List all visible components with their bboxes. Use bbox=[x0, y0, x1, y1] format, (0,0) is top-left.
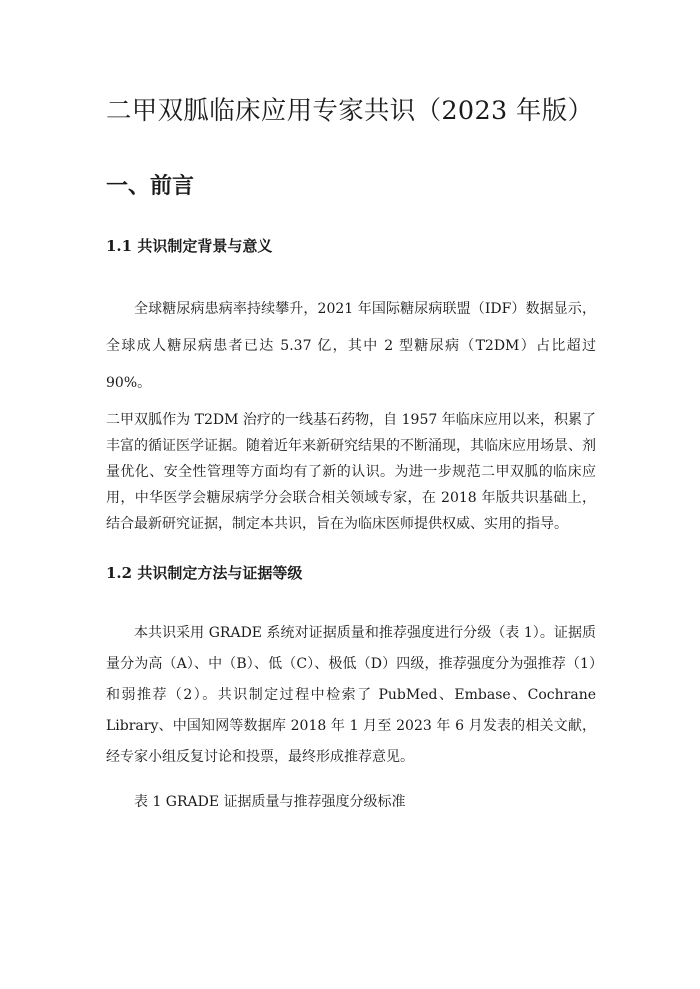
subsection-heading-background: 1.1 共识制定背景与意义 bbox=[106, 237, 273, 255]
subsection-heading-methods: 1.2 共识制定方法与证据等级 bbox=[106, 564, 303, 582]
paragraph-background-1: 全球糖尿病患病率持续攀升，2021 年国际糖尿病联盟（IDF）数据显示，全球成人糖尿病患者已达 5.37 亿，其中 2 型糖尿病（T2DM）占比超过 90%。 bbox=[106, 301, 596, 391]
section-heading-preface: 一、前言 bbox=[106, 173, 195, 199]
document-title: 二甲双胍临床应用专家共识（2023 年版） bbox=[106, 96, 594, 126]
table-caption: 表 1 GRADE 证据质量与推荐强度分级标准 bbox=[134, 794, 406, 810]
paragraph-methods: 本共识采用 GRADE 系统对证据质量和推荐强度进行分级（表 1）。证据质量分为高（A）、中（B）、低（C）、极低（D）四级，推荐强度分为强推荐（1）和弱推荐（2）。共识制定过程中检索了 PubMed、Embase、Cochrane Library、中国知网等数据库 2018 年 1 月至 2023 年 6 月发表的相关文献，经专家小组反复讨论和投票，最终形成推荐意见。 bbox=[106, 625, 596, 765]
paragraph-background-2: 二甲双胍作为 T2DM 治疗的一线基石药物，自 1957 年临床应用以来，积累了丰富的循证医学证据。随着近年来新研究结果的不断涌现，其临床应用场景、剂量优化、安全性管理等方面均有了新的认识。为进一步规范二甲双胍的临床应用，中华医学会糖尿病学分会联合相关领域专家，在 2018 年版共识基础上，结合最新研究证据，制定本共识，旨在为临床医师提供权威、实用的指导。 bbox=[106, 412, 596, 532]
